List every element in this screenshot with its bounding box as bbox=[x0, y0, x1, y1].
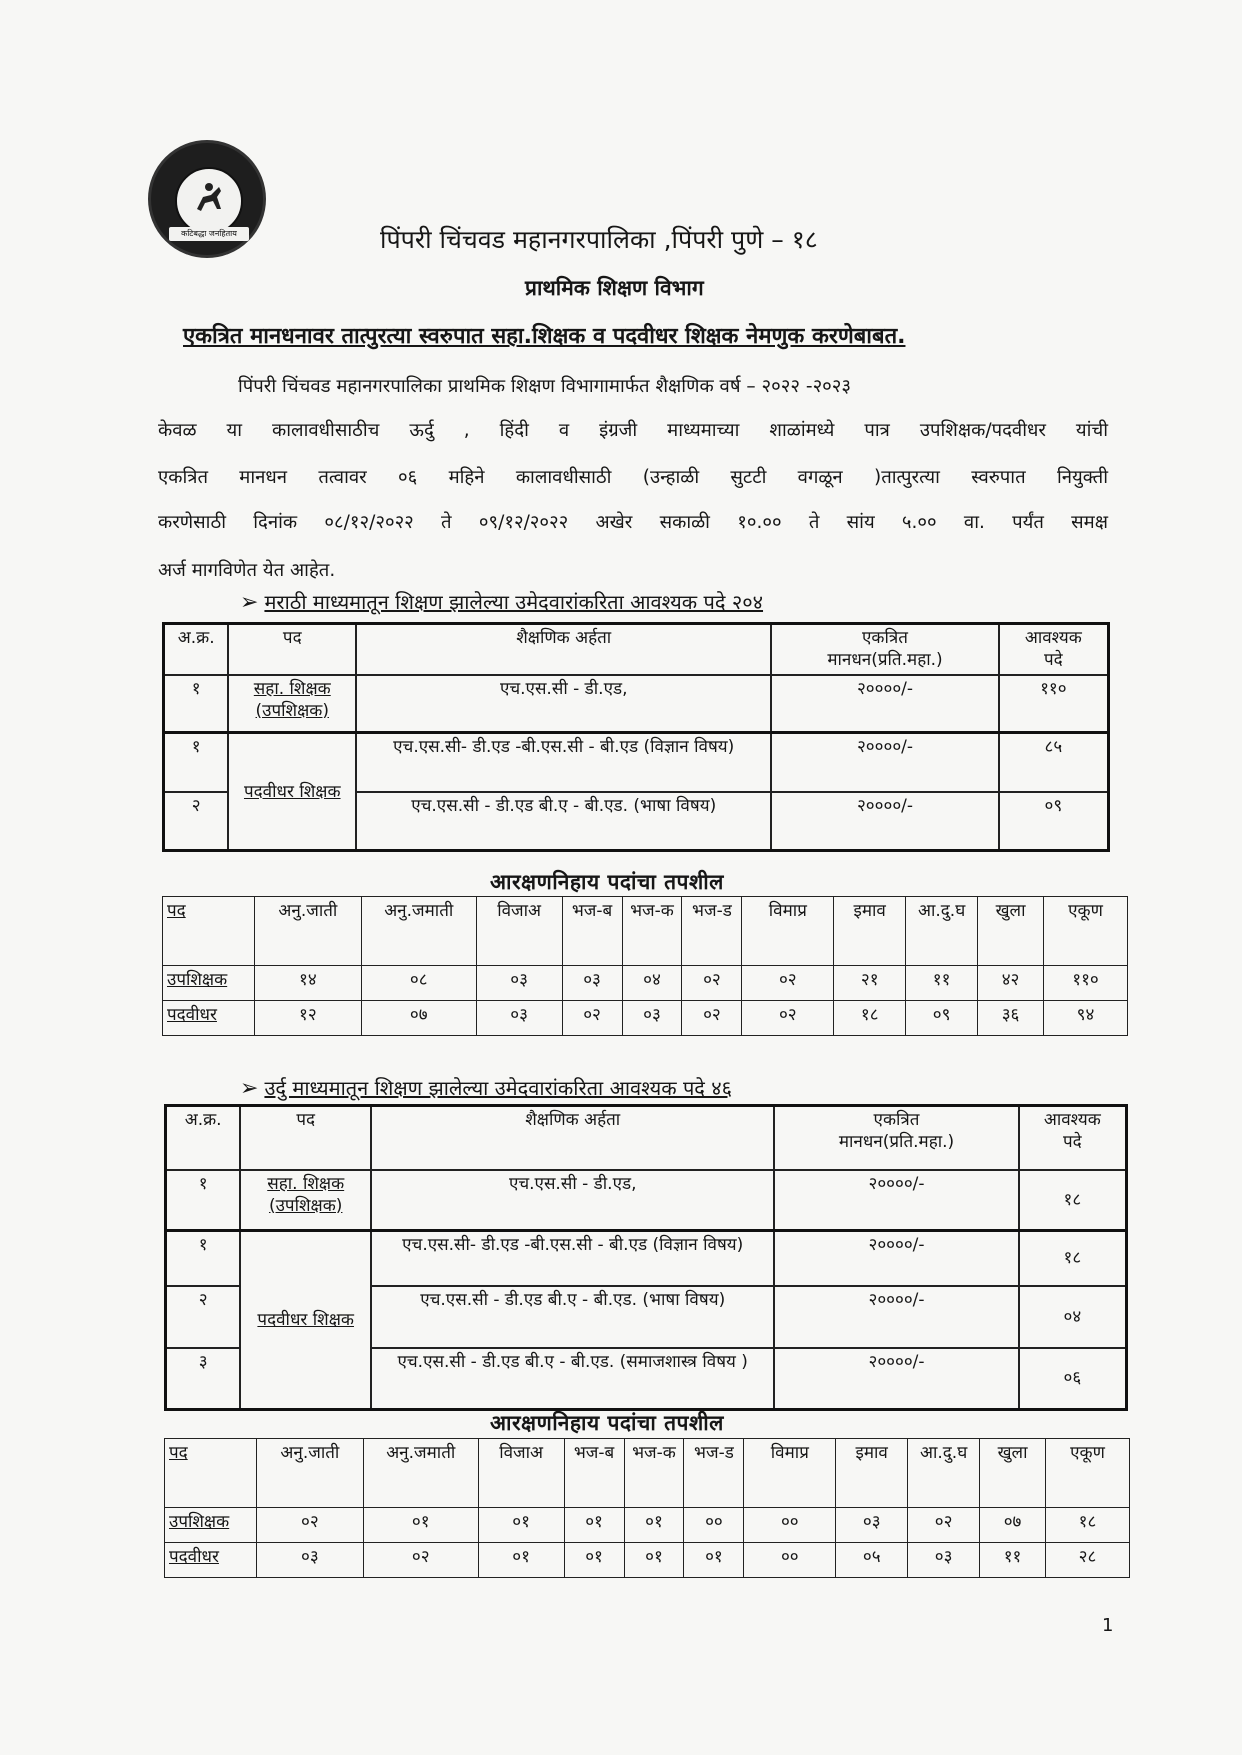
col-pay: एकत्रित मानधन(प्रति.महा.) bbox=[771, 624, 998, 675]
res-cell: ०१ bbox=[624, 1508, 684, 1543]
res-col-obc: इमाव bbox=[834, 897, 906, 966]
table-row bbox=[163, 966, 1128, 1001]
horse-rider-icon bbox=[191, 179, 227, 217]
res-col-ntd: भज-ड bbox=[684, 1439, 744, 1508]
org-title: पिंपरी चिंचवड महानगरपालिका ,पिंपरी पुणे – १८ bbox=[380, 225, 818, 254]
row-pay: २००००/- bbox=[771, 675, 998, 733]
marathi-heading: ➢ मराठी माध्यमातून शिक्षण झालेल्या उमेदवारांकरिता आवश्यक पदे २०४ bbox=[240, 590, 764, 615]
res-cell: ९४ bbox=[1044, 1001, 1128, 1036]
res-cell: ०० bbox=[744, 1543, 836, 1578]
res-cell: १८ bbox=[1046, 1508, 1130, 1543]
row-post: सहा. शिक्षक (उपशिक्षक) bbox=[228, 675, 356, 733]
res-col-open: खुला bbox=[978, 897, 1044, 966]
row-required: ११० bbox=[999, 675, 1109, 733]
res-cell: ०२ bbox=[742, 1001, 834, 1036]
row-post: पदवीधर शिक्षक bbox=[228, 733, 356, 851]
res-cell: ४२ bbox=[978, 966, 1044, 1001]
table-row bbox=[165, 1508, 1130, 1543]
row-pay: २००००/- bbox=[774, 1286, 1018, 1348]
res-cell: ०१ bbox=[564, 1508, 624, 1543]
row-qualification: एच.एस.सी - डी.एड बी.ए - बी.एड. (भाषा विषय) bbox=[356, 792, 771, 851]
res-cell: ०३ bbox=[476, 966, 562, 1001]
res-cell: ०२ bbox=[562, 1001, 622, 1036]
res-cell: ०१ bbox=[363, 1508, 478, 1543]
row-post: पदवीधर शिक्षक bbox=[240, 1231, 371, 1410]
arrow-bullet-icon: ➢ bbox=[240, 590, 259, 615]
row-qualification: एच.एस.सी - डी.एड, bbox=[356, 675, 771, 733]
row-pay: २००००/- bbox=[774, 1170, 1018, 1231]
table-row bbox=[163, 1001, 1128, 1036]
res-cell: पदवीधर bbox=[163, 1001, 255, 1036]
col-post: पद bbox=[228, 624, 356, 675]
marathi-reservation-title: आरक्षणनिहाय पदांचा तपशील bbox=[490, 870, 724, 894]
res-cell: ०३ bbox=[562, 966, 622, 1001]
res-col-ntb: भज-ब bbox=[564, 1439, 624, 1508]
res-cell: ०२ bbox=[682, 966, 742, 1001]
row-required: १८ bbox=[1019, 1170, 1127, 1231]
res-cell: ०३ bbox=[256, 1543, 363, 1578]
res-col-vja: विजाअ bbox=[476, 897, 562, 966]
row-pay: २००००/- bbox=[774, 1348, 1018, 1410]
res-col-ews: आ.दु.घ bbox=[906, 897, 978, 966]
row-pay: २००००/- bbox=[771, 792, 998, 851]
res-col-sc: अनु.जाती bbox=[254, 897, 361, 966]
res-col-sbc: विमाप्र bbox=[744, 1439, 836, 1508]
col-qualification: शैक्षणिक अर्हता bbox=[356, 624, 771, 675]
department-title: प्राथमिक शिक्षण विभाग bbox=[525, 276, 704, 300]
res-cell: ०१ bbox=[478, 1543, 564, 1578]
res-col-obc: इमाव bbox=[836, 1439, 908, 1508]
row-sr: १ bbox=[164, 675, 229, 733]
row-sr: २ bbox=[166, 1286, 241, 1348]
urdu-reservation-title: आरक्षणनिहाय पदांचा तपशील bbox=[490, 1411, 724, 1435]
res-cell: ०७ bbox=[980, 1508, 1046, 1543]
res-cell: ०४ bbox=[622, 966, 682, 1001]
row-required: ०९ bbox=[999, 792, 1109, 851]
row-pay: २००००/- bbox=[774, 1231, 1018, 1286]
res-cell: ०३ bbox=[622, 1001, 682, 1036]
row-post: सहा. शिक्षक (उपशिक्षक) bbox=[240, 1170, 371, 1231]
res-col-ntd: भज-ड bbox=[682, 897, 742, 966]
intro-line-5: अर्ज मागविणेत येत आहेत. bbox=[158, 560, 336, 581]
urdu-reservation-table bbox=[164, 1438, 1130, 1578]
row-required: ८५ bbox=[999, 733, 1109, 792]
row-qualification: एच.एस.सी - डी.एड बी.ए - बी.एड. (भाषा विषय) bbox=[371, 1286, 774, 1348]
res-cell: १२ bbox=[254, 1001, 361, 1036]
res-col-sbc: विमाप्र bbox=[742, 897, 834, 966]
res-cell: ०८ bbox=[361, 966, 476, 1001]
urdu-qualification-table bbox=[164, 1104, 1128, 1411]
intro-line-4: करणेसाठी दिनांक ०८/१२/२०२२ ते ०९/१२/२०२२ अखेर सकाळी १०.०० ते सांय ५.०० वा. पर्यंत समक्ष bbox=[158, 512, 1108, 533]
notice-subject: एकत्रित मानधनावर तात्पुरत्या स्वरुपात सहा.शिक्षक व पदवीधर शिक्षक नेमणुक करणेबाबत. bbox=[183, 324, 906, 349]
row-qualification: एच.एस.सी - डी.एड, bbox=[371, 1170, 774, 1231]
res-col-ntb: भज-ब bbox=[562, 897, 622, 966]
res-cell: ११ bbox=[980, 1543, 1046, 1578]
res-cell: उपशिक्षक bbox=[165, 1508, 257, 1543]
res-cell: २१ bbox=[834, 966, 906, 1001]
arrow-bullet-icon: ➢ bbox=[240, 1076, 259, 1101]
col-post: पद bbox=[240, 1106, 371, 1170]
row-qualification: एच.एस.सी- डी.एड -बी.एस.सी - बी.एड (विज्ञान विषय) bbox=[356, 733, 771, 792]
res-col-open: खुला bbox=[980, 1439, 1046, 1508]
res-cell: २८ bbox=[1046, 1543, 1130, 1578]
row-required: ०४ bbox=[1019, 1286, 1127, 1348]
logo-motto: कटिबद्धा जनहिताय bbox=[169, 227, 249, 241]
col-required: आवश्यक पदे bbox=[1019, 1106, 1127, 1170]
res-cell: ०० bbox=[684, 1508, 744, 1543]
col-required: आवश्यक पदे bbox=[999, 624, 1109, 675]
res-col-ntc: भज-क bbox=[622, 897, 682, 966]
res-cell: ०२ bbox=[908, 1508, 980, 1543]
marathi-qualification-table bbox=[162, 622, 1110, 852]
res-col-total: एकूण bbox=[1044, 897, 1128, 966]
res-cell: ३६ bbox=[978, 1001, 1044, 1036]
res-cell: ०२ bbox=[256, 1508, 363, 1543]
res-col-st: अनु.जमाती bbox=[363, 1439, 478, 1508]
col-qualification: शैक्षणिक अर्हता bbox=[371, 1106, 774, 1170]
row-sr: ३ bbox=[166, 1348, 241, 1410]
table-row bbox=[165, 1543, 1130, 1578]
row-required: १८ bbox=[1019, 1231, 1127, 1286]
res-col-post: पद bbox=[165, 1439, 257, 1508]
urdu-heading: ➢ उर्दु माध्यमातून शिक्षण झालेल्या उमेदवारांकरिता आवश्यक पदे ४६ bbox=[240, 1076, 733, 1101]
res-col-vja: विजाअ bbox=[478, 1439, 564, 1508]
res-cell: ०२ bbox=[742, 966, 834, 1001]
res-cell: ०२ bbox=[682, 1001, 742, 1036]
row-sr: २ bbox=[164, 792, 229, 851]
row-sr: १ bbox=[166, 1231, 241, 1286]
res-col-post: पद bbox=[163, 897, 255, 966]
row-qualification: एच.एस.सी- डी.एड -बी.एस.सी - बी.एड (विज्ञान विषय) bbox=[371, 1231, 774, 1286]
res-cell: ११० bbox=[1044, 966, 1128, 1001]
col-pay: एकत्रित मानधन(प्रति.महा.) bbox=[774, 1106, 1018, 1170]
res-cell: १४ bbox=[254, 966, 361, 1001]
res-cell: ०३ bbox=[836, 1508, 908, 1543]
res-col-ntc: भज-क bbox=[624, 1439, 684, 1508]
row-sr: १ bbox=[166, 1170, 241, 1231]
row-pay: २००००/- bbox=[771, 733, 998, 792]
page-number: 1 bbox=[1102, 1615, 1114, 1636]
col-sr: अ.क्र. bbox=[166, 1106, 241, 1170]
logo bbox=[148, 140, 266, 258]
row-sr: १ bbox=[164, 733, 229, 792]
res-col-st: अनु.जमाती bbox=[361, 897, 476, 966]
res-cell: ०९ bbox=[906, 1001, 978, 1036]
res-cell: उपशिक्षक bbox=[163, 966, 255, 1001]
intro-line-3: एकत्रित मानधन तत्वावर ०६ महिने कालावधीसाठी (उन्हाळी सुटटी वगळून )तात्पुरत्या स्वरुपात नियुक्ती bbox=[158, 467, 1108, 488]
res-cell: ०२ bbox=[363, 1543, 478, 1578]
res-cell: ०७ bbox=[361, 1001, 476, 1036]
res-cell: १८ bbox=[834, 1001, 906, 1036]
intro-line-1: पिंपरी चिंचवड महानगरपालिका प्राथमिक शिक्षण विभागामार्फत शैक्षणिक वर्ष – २०२२ -२०२३ bbox=[238, 376, 852, 397]
res-cell: ०३ bbox=[476, 1001, 562, 1036]
res-cell: पदवीधर bbox=[165, 1543, 257, 1578]
row-qualification: एच.एस.सी - डी.एड बी.ए - बी.एड. (समाजशास्त्र विषय ) bbox=[371, 1348, 774, 1410]
pcmc-emblem-icon bbox=[175, 167, 243, 235]
intro-line-2: केवळ या कालावधीसाठीच ऊर्दु , हिंदी व इंग्रजी माध्यमाच्या शाळांमध्ये पात्र उपशिक्षक/पदवीधर यांची bbox=[158, 420, 1108, 441]
res-col-ews: आ.दु.घ bbox=[908, 1439, 980, 1508]
col-sr: अ.क्र. bbox=[164, 624, 229, 675]
res-col-total: एकूण bbox=[1046, 1439, 1130, 1508]
res-col-sc: अनु.जाती bbox=[256, 1439, 363, 1508]
res-cell: ०१ bbox=[684, 1543, 744, 1578]
row-required: ०६ bbox=[1019, 1348, 1127, 1410]
res-cell: ०१ bbox=[624, 1543, 684, 1578]
res-cell: ०३ bbox=[908, 1543, 980, 1578]
res-cell: ०१ bbox=[478, 1508, 564, 1543]
res-cell: ०० bbox=[744, 1508, 836, 1543]
res-cell: ०१ bbox=[564, 1543, 624, 1578]
marathi-reservation-table bbox=[162, 896, 1128, 1036]
res-cell: ०५ bbox=[836, 1543, 908, 1578]
res-cell: ११ bbox=[906, 966, 978, 1001]
